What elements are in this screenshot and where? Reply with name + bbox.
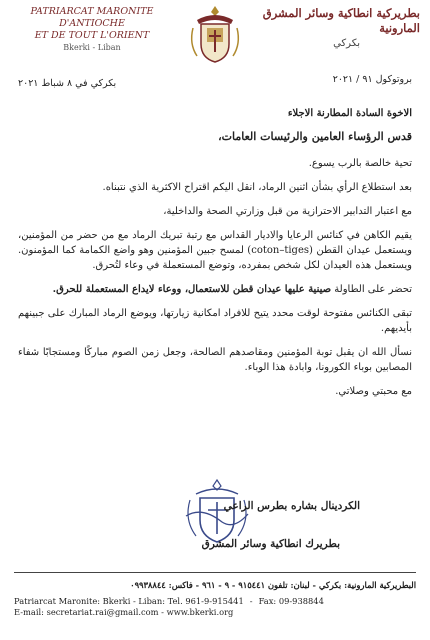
protocol-number: بروتوكول ٩١ / ٢٠٢١ [332, 74, 412, 85]
header-french-line1: PATRIARCAT MARONITE D'ANTIOCHE [30, 6, 154, 29]
patriarchal-crest-icon [185, 4, 245, 66]
footer-divider [14, 572, 416, 573]
greeting: تحية خالصة بالرب يسوع. [308, 158, 412, 169]
recipients-line2: قدس الرؤساء العامين والرئيسات العامات، [218, 130, 412, 143]
paragraph-4-text: تحضر على الطاولة [331, 284, 412, 295]
footer-french-address: Patriarcat Maronite: Bkerki - Liban: Tel. 961-9-915441 [14, 596, 244, 606]
footer-arabic: البطريركية المارونية: بكركي - لبنان: تلفون ٩١٥٤٤١ - ٩ - ٩٦١ - فاكس: ٠٩٩٣٨٨٤٤ [130, 580, 416, 590]
closing: مع محبتي وصلاتي. [335, 386, 412, 397]
signatory-title: بطريرك انطاكية وسائر المشرق [201, 538, 340, 550]
header-french-line2: ET DE TOUT L'ORIENT [34, 30, 150, 41]
recipients-line1: الاخوة السادة المطارنة الاجلاء [287, 108, 412, 119]
paragraph-4-bold: صينية عليها عيدان قطن للاستعمال، ووعاء لايداع المستعملة للحرق. [52, 284, 332, 295]
signatory-name: الكردينال بشاره بطرس الراعي [223, 500, 360, 512]
paragraph-5: تبقى الكنائس مفتوحة لوقت محدد يتيح للافراد امكانية زيارتها، ويوضع الرماد المبارك على جبينهم بأيديهم. [18, 308, 412, 334]
header-arabic-line2: بكركي [333, 38, 360, 49]
paragraph-6: نسأل الله ان يقبل توبة المؤمنين ومقاصدهم الصالحة، وجعل زمن الصوم مباركًا ومستجابًا شفاء المصابين بوباء الكورونا، وابادة هذا الوباء. [18, 347, 412, 373]
footer-fax: Fax: 09-938844 [258, 596, 324, 606]
header-arabic-line1: بطريركية انطاكية وسائر المشرق المارونية [262, 6, 420, 35]
paragraph-4 [18, 282, 412, 297]
footer-french: Patriarcat Maronite: Bkerki - Liban: Tel. 961-9-915441 - Fax: 09-938844 [14, 596, 324, 606]
paragraph-2: مع اعتبار التدابير الاحترازية من قبل وزارتي الصحة والداخلية، [163, 206, 412, 217]
header-arabic [248, 6, 420, 51]
header-french [8, 6, 176, 54]
letter-body [18, 106, 412, 408]
paragraph-1: بعد استطلاع الرأي بشأن اثنين الرماد، انقل اليكم اقتراح الاكثرية الذي نتبناه. [102, 182, 412, 193]
paragraph-3: يقيم الكاهن في كنائس الرعايا والاديار القداس مع رتبة تبريك الرماد مع من حضر من المؤمنين، ويستعمل عيدان القطن (coton–tiges) لمسح جبين المؤمنين وهو واضع الكمامة كما المؤمنون. ويستعمل هذه العيدان لكل شخص بمفرده، وتوضع المستعملة في وعاء لتُحرق. [18, 230, 412, 271]
footer-contact: E-mail: secretariat.rai@gmail.com - www.bkerki.org [14, 607, 234, 617]
letter-date: بكركي في ٨ شباط ٢٠٢١ [18, 78, 117, 89]
header-french-line3: Bkerki - Liban [63, 43, 121, 52]
